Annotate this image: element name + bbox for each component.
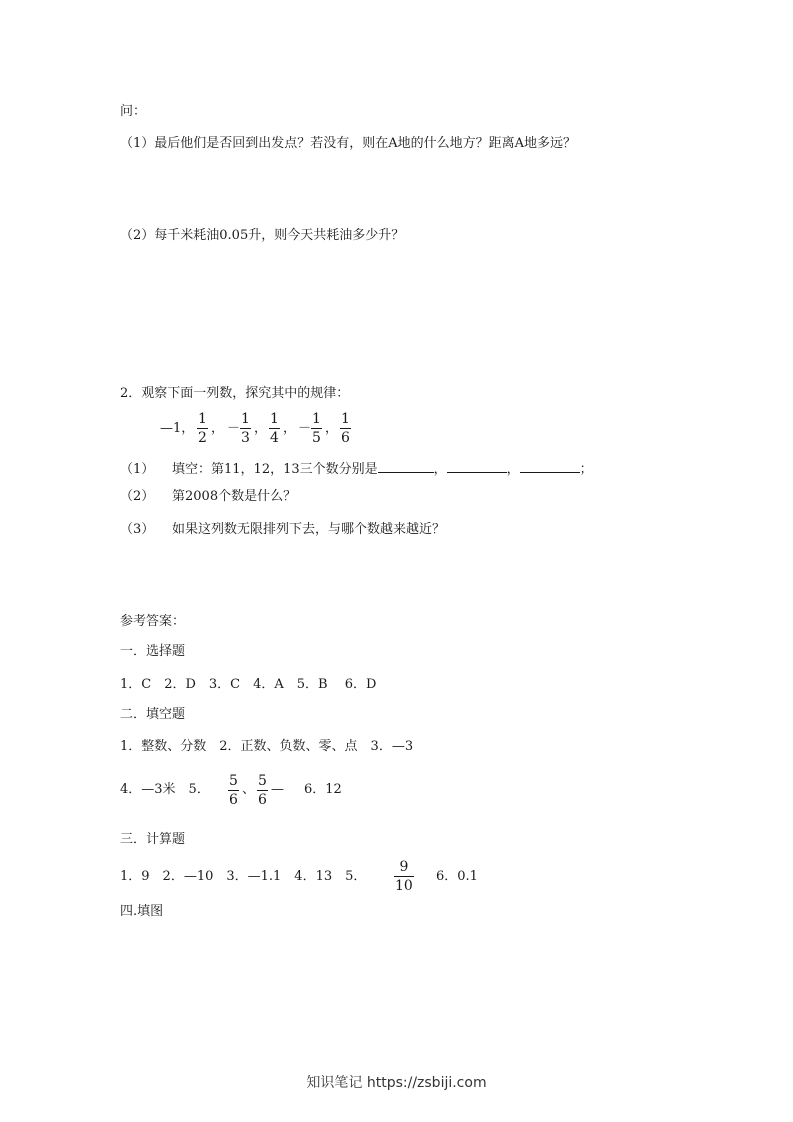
subquestion-2 — [120, 489, 296, 505]
sequence-term-fraction — [311, 410, 322, 447]
fraction-denominator: 6 — [229, 792, 238, 808]
fraction-denominator: 6 — [258, 792, 267, 808]
fraction-denominator: 5 — [312, 430, 321, 446]
section-2-title: 二．填空题 — [120, 707, 186, 722]
sequence-term-separator: ， — [283, 421, 297, 436]
section-1-title: 一．选择题 — [120, 644, 186, 659]
answer-fraction — [257, 772, 268, 809]
fraction-numerator: 5 — [229, 773, 238, 789]
fraction-denominator: 6 — [341, 430, 350, 446]
section-3-title: 三．计算题 — [120, 832, 186, 847]
fraction-denominator: 2 — [198, 430, 207, 446]
sequence-term-separator: ， — [254, 421, 268, 436]
fraction-numerator: 1 — [241, 411, 250, 427]
sequence-term-separator: ， — [211, 421, 225, 436]
sequence-term-separator: ， — [325, 421, 339, 436]
sequence-term-sign: － — [298, 421, 312, 436]
blank-end: ； — [579, 462, 593, 477]
fraction-denominator: 3 — [241, 430, 250, 446]
blank-separator: ， — [433, 462, 447, 477]
fraction-numerator: 1 — [270, 411, 279, 427]
fraction-dash: — — [271, 782, 284, 797]
subquestion-3 — [120, 522, 445, 538]
fraction-numerator: 1 — [312, 411, 321, 427]
section-1-answers: 1．C 2．D 3．C 4．A 5．B 6．D — [120, 677, 377, 692]
footer-watermark: 知识笔记 https://zsbiji.com — [306, 1075, 487, 1091]
sequence-term-fraction — [340, 410, 351, 447]
section-2-line2-start: 4．—3米 5． — [120, 782, 210, 797]
fraction-separator: 、 — [242, 782, 256, 797]
answer-blank-13[interactable] — [520, 459, 580, 473]
answer-fraction — [394, 858, 414, 895]
answer-blank-11[interactable] — [378, 459, 434, 473]
subquestion-1 — [120, 459, 593, 478]
sequence-term-fraction — [269, 410, 280, 447]
question-ask-label: 问： — [120, 104, 147, 119]
section-3-line-start: 1．9 2．—10 3．—1.1 4．13 5． — [120, 869, 367, 884]
subquestion-1-text: 填空：第11，12，13三个数分别是 — [172, 462, 378, 477]
sequence-term-sign: － — [227, 421, 241, 436]
fraction-denominator: 4 — [270, 430, 279, 446]
section-2-answers-line1: 1．整数、分数 2．正数、负数、零、点 3．—3 — [120, 739, 414, 754]
sequence-first-term: —1， — [160, 421, 195, 436]
subquestion-2-label: （2） — [120, 489, 155, 504]
section-4-title: 四.填图 — [120, 904, 164, 919]
fraction-numerator: 1 — [198, 411, 207, 427]
subquestion-3-label: （3） — [120, 522, 155, 537]
section-3-line-end: 6．0.1 — [436, 869, 478, 884]
problem2-title: 2．观察下面一列数，探究其中的规律： — [120, 386, 350, 401]
subquestion-3-text: 如果这列数无限排列下去，与哪个数越来越近？ — [172, 522, 446, 537]
fraction-denominator: 10 — [395, 878, 413, 894]
fraction-numerator: 1 — [341, 411, 350, 427]
sequence-term-fraction — [197, 410, 208, 447]
answers-heading: 参考答案： — [120, 614, 186, 629]
sequence-term-fraction — [240, 410, 251, 447]
subquestion-1-label: （1） — [120, 462, 155, 477]
fraction-numerator: 9 — [399, 859, 409, 875]
question-2: （2）每千米耗油0.05升，则今天共耗油多少升？ — [120, 228, 405, 243]
question-1: （1）最后他们是否回到出发点？若没有，则在A地的什么地方？距离A地多远？ — [120, 136, 577, 151]
blank-separator: ， — [506, 462, 520, 477]
subquestion-2-text: 第2008个数是什么？ — [172, 489, 297, 504]
section-2-line2-end: 6．12 — [304, 782, 342, 797]
fraction-numerator: 5 — [258, 773, 267, 789]
answer-fraction — [228, 772, 239, 809]
answer-blank-12[interactable] — [447, 459, 507, 473]
